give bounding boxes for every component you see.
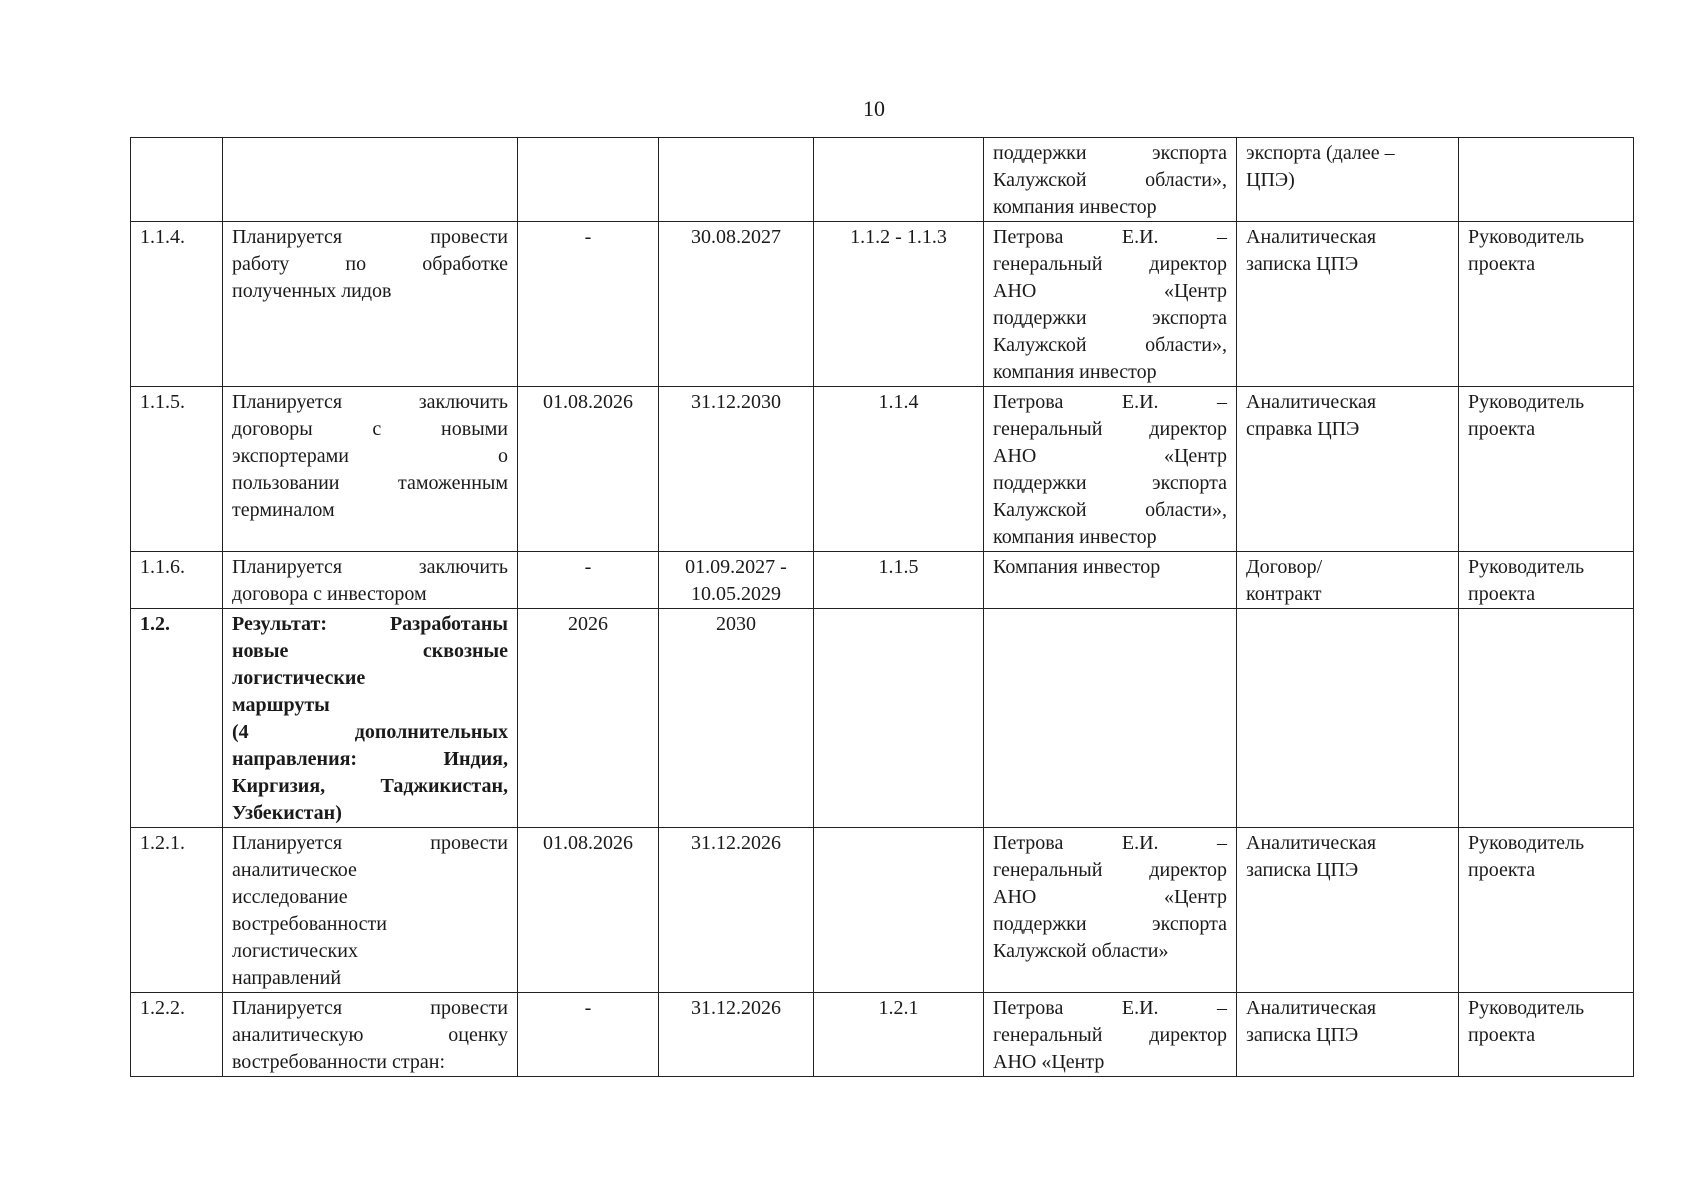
item-number-cell — [131, 222, 223, 387]
document-type-cell — [1237, 138, 1459, 222]
cell-line: исследование — [232, 886, 348, 908]
cell-line: Руководитель — [1468, 832, 1585, 854]
document-type-cell — [1237, 993, 1459, 1077]
cell-line: АНО «Центр — [993, 886, 1227, 908]
control-cell — [1459, 828, 1634, 993]
dependency-cell — [814, 828, 984, 993]
document-type-cell — [1237, 387, 1459, 552]
end-date-cell — [659, 828, 814, 993]
control-cell — [1459, 993, 1634, 1077]
cell-value: 1.1.2 - 1.1.3 — [850, 226, 947, 248]
cell-line: Планируется провести — [232, 997, 508, 1019]
dependency-cell — [814, 222, 984, 387]
cell-line: Договор/ — [1246, 556, 1323, 578]
item-number-cell — [131, 552, 223, 609]
cell-line: проекта — [1468, 859, 1536, 881]
cell-line: АНО «Центр — [993, 280, 1227, 302]
responsible-cell — [984, 552, 1237, 609]
cell-line: контракт — [1246, 583, 1322, 605]
responsible-cell — [984, 828, 1237, 993]
cell-value: 1.1.6. — [140, 556, 185, 578]
cell-line: работу по обработке — [232, 253, 508, 275]
end-date-cell — [659, 138, 814, 222]
responsible-cell — [984, 222, 1237, 387]
responsible-cell — [984, 138, 1237, 222]
cell-line: Петрова Е.И. – — [993, 226, 1227, 248]
cell-line: компания инвестор — [993, 526, 1157, 548]
end-date-cell — [659, 993, 814, 1077]
cell-value: 2030 — [716, 613, 756, 635]
cell-line: Планируется заключить — [232, 556, 508, 578]
document-type-cell — [1237, 828, 1459, 993]
cell-value: 1.1.4. — [140, 226, 185, 248]
cell-value: - — [584, 997, 592, 1019]
cell-value: 01.08.2026 — [543, 832, 633, 854]
dependency-cell — [814, 609, 984, 828]
control-cell — [1459, 138, 1634, 222]
responsible-cell — [984, 993, 1237, 1077]
cell-line: поддержки экспорта — [993, 307, 1227, 329]
cell-value: 1.2.1 — [878, 997, 919, 1019]
cell-line: Петрова Е.И. – — [993, 832, 1227, 854]
cell-line: Петрова Е.И. – — [993, 997, 1227, 1019]
start-date-cell — [518, 828, 659, 993]
cell-line: записка ЦПЭ — [1246, 1024, 1359, 1046]
item-number-cell — [131, 828, 223, 993]
document-type-cell — [1237, 552, 1459, 609]
cell-line: Планируется провести — [232, 832, 508, 854]
cell-line: логистические — [232, 667, 366, 689]
cell-line: экспортерами о — [232, 445, 508, 467]
cell-value: 1.2. — [140, 613, 170, 635]
table-row — [131, 222, 1634, 387]
item-number-cell — [131, 138, 223, 222]
description-cell — [223, 828, 518, 993]
cell-line: проекта — [1468, 583, 1536, 605]
responsible-cell — [984, 387, 1237, 552]
cell-value: - — [584, 556, 592, 578]
start-date-cell — [518, 552, 659, 609]
cell-value: 01.08.2026 — [543, 391, 633, 413]
cell-line: АНО «Центр — [993, 1051, 1105, 1073]
cell-line: генеральный директор — [993, 1024, 1227, 1046]
plan-table — [130, 137, 1634, 1077]
cell-line: справка ЦПЭ — [1246, 418, 1360, 440]
cell-line: Руководитель — [1468, 556, 1585, 578]
cell-line: востребованности — [232, 913, 387, 935]
control-cell — [1459, 552, 1634, 609]
cell-line: компания инвестор — [993, 361, 1157, 383]
cell-line: договора с инвестором — [232, 583, 427, 605]
table-row — [131, 993, 1634, 1077]
cell-line: генеральный директор — [993, 859, 1227, 881]
cell-line: направлений — [232, 967, 342, 989]
cell-line: полученных лидов — [232, 280, 392, 302]
cell-value: - — [584, 226, 592, 248]
cell-line: проекта — [1468, 1024, 1536, 1046]
cell-line: логистических — [232, 940, 358, 962]
cell-line: Планируется провести — [232, 226, 508, 248]
start-date-cell — [518, 222, 659, 387]
cell-line: ЦПЭ) — [1246, 169, 1295, 191]
item-number-cell — [131, 609, 223, 828]
cell-line: поддержки экспорта — [993, 913, 1227, 935]
responsible-cell — [984, 609, 1237, 828]
cell-line: генеральный директор — [993, 418, 1227, 440]
cell-line: записка ЦПЭ — [1246, 859, 1359, 881]
cell-line: Руководитель — [1468, 391, 1585, 413]
cell-value: 31.12.2030 — [691, 391, 781, 413]
cell-line: (4 дополнительных — [232, 721, 508, 743]
cell-value: 31.12.2026 — [691, 997, 781, 1019]
cell-line: Калужской области» — [993, 940, 1169, 962]
cell-line: проекта — [1468, 418, 1536, 440]
start-date-cell — [518, 138, 659, 222]
cell-value: 1.1.5 — [878, 556, 919, 578]
cell-line: Аналитическая — [1246, 226, 1377, 248]
end-date-cell — [659, 609, 814, 828]
cell-line: Компания инвестор — [993, 556, 1161, 578]
description-cell — [223, 138, 518, 222]
end-date-cell — [659, 552, 814, 609]
cell-line: Аналитическая — [1246, 391, 1377, 413]
cell-line: аналитическое — [232, 859, 357, 881]
description-cell — [223, 222, 518, 387]
cell-line: Калужской области», — [993, 334, 1227, 356]
table-row — [131, 552, 1634, 609]
description-cell — [223, 552, 518, 609]
cell-line: Руководитель — [1468, 997, 1585, 1019]
control-cell — [1459, 609, 1634, 828]
cell-value: 30.08.2027 — [691, 226, 781, 248]
cell-line: поддержки экспорта — [993, 142, 1227, 164]
end-date-cell — [659, 387, 814, 552]
dependency-cell — [814, 993, 984, 1077]
cell-line: новые сквозные — [232, 640, 508, 662]
end-date-cell — [659, 222, 814, 387]
cell-line: проекта — [1468, 253, 1536, 275]
cell-line: пользовании таможенным — [232, 472, 508, 494]
dependency-cell — [814, 387, 984, 552]
cell-line: Петрова Е.И. – — [993, 391, 1227, 413]
cell-value: 1.1.4 — [878, 391, 919, 413]
description-cell — [223, 387, 518, 552]
page-number: 10 — [863, 96, 885, 121]
dependency-cell — [814, 552, 984, 609]
cell-value: 31.12.2026 — [691, 832, 781, 854]
document-type-cell — [1237, 222, 1459, 387]
cell-line: востребованности стран: — [232, 1051, 445, 1073]
cell-line: договоры с новыми — [232, 418, 508, 440]
cell-line: компания инвестор — [993, 196, 1157, 218]
cell-line: терминалом — [232, 499, 335, 521]
cell-value: 01.09.2027 - 10.05.2029 — [685, 556, 787, 605]
table-row — [131, 387, 1634, 552]
cell-line: Узбекистан) — [232, 802, 342, 824]
table-row — [131, 138, 1634, 222]
start-date-cell — [518, 609, 659, 828]
cell-line: записка ЦПЭ — [1246, 253, 1359, 275]
cell-line: Аналитическая — [1246, 997, 1377, 1019]
description-cell — [223, 609, 518, 828]
cell-line: Планируется заключить — [232, 391, 508, 413]
cell-line: АНО «Центр — [993, 445, 1227, 467]
cell-value: 1.2.1. — [140, 832, 185, 854]
cell-line: аналитическую оценку — [232, 1024, 508, 1046]
start-date-cell — [518, 993, 659, 1077]
document-type-cell — [1237, 609, 1459, 828]
cell-value: 1.2.2. — [140, 997, 185, 1019]
cell-line: Киргизия, Таджикистан, — [232, 775, 508, 797]
control-cell — [1459, 387, 1634, 552]
cell-line: Калужской области», — [993, 169, 1227, 191]
item-number-cell — [131, 387, 223, 552]
cell-line: Результат: Разработаны — [232, 613, 508, 635]
cell-line: генеральный директор — [993, 253, 1227, 275]
table-row — [131, 609, 1634, 828]
cell-value: 1.1.5. — [140, 391, 185, 413]
description-cell — [223, 993, 518, 1077]
cell-value: 2026 — [568, 613, 608, 635]
cell-line: экспорта (далее – — [1246, 142, 1395, 164]
cell-line: Руководитель — [1468, 226, 1585, 248]
dependency-cell — [814, 138, 984, 222]
start-date-cell — [518, 387, 659, 552]
cell-line: Аналитическая — [1246, 832, 1377, 854]
cell-line: маршруты — [232, 694, 330, 716]
item-number-cell — [131, 993, 223, 1077]
cell-line: Калужской области», — [993, 499, 1227, 521]
table-row — [131, 828, 1634, 993]
cell-line: направления: Индия, — [232, 748, 508, 770]
control-cell — [1459, 222, 1634, 387]
cell-line: поддержки экспорта — [993, 472, 1227, 494]
